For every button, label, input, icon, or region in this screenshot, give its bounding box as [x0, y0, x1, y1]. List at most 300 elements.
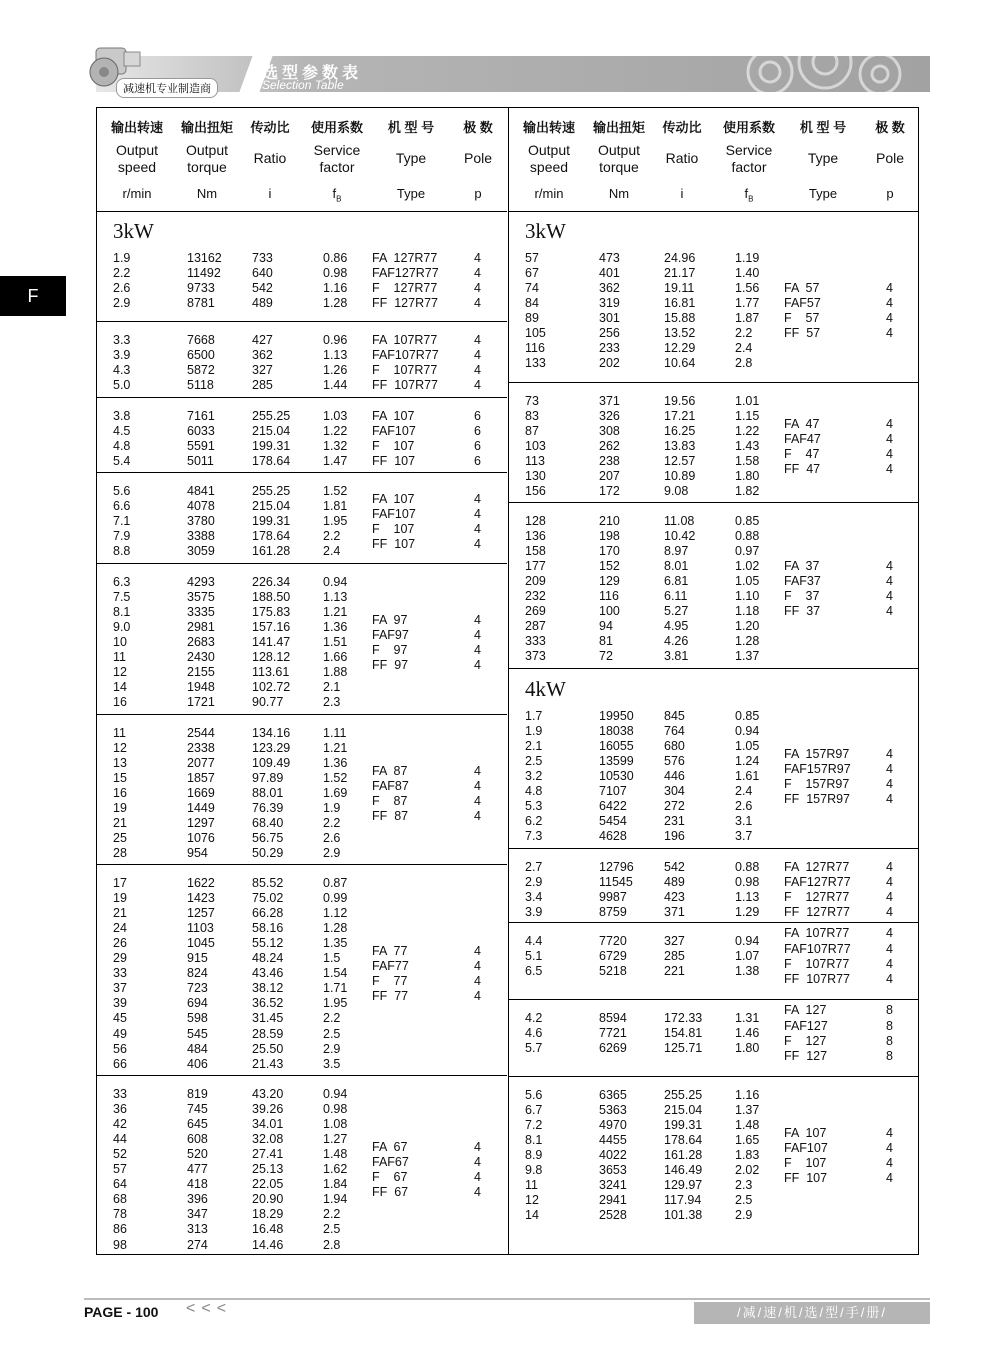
cell: 2544	[187, 726, 215, 740]
cell: 1.37	[735, 649, 760, 664]
cell: 28.59	[252, 1026, 284, 1041]
cell: 285	[252, 378, 273, 393]
row-group	[97, 397, 507, 477]
row-group	[97, 472, 507, 567]
cell: 4.6	[525, 1026, 543, 1041]
pole-count: 4	[886, 875, 893, 890]
cell: 0.98	[323, 1102, 348, 1117]
pole-count: 4	[886, 890, 893, 905]
cell: 406	[187, 1056, 208, 1071]
cell: 85.52	[252, 876, 284, 890]
table-row	[509, 784, 919, 799]
table-row	[509, 251, 919, 266]
cell: 1.80	[735, 469, 760, 484]
table-row	[509, 1178, 919, 1193]
table-row	[97, 266, 507, 281]
cell: 32.08	[252, 1132, 284, 1147]
cell: 1449	[187, 801, 215, 816]
pole-count: 4	[474, 378, 481, 393]
cell: 207	[599, 469, 620, 484]
cell: 68	[113, 1192, 127, 1207]
cell: 128	[525, 514, 546, 528]
cell: 0.94	[323, 575, 348, 589]
cell: 6.81	[664, 574, 689, 589]
model-type: F 107R77	[372, 363, 438, 378]
header-en-4: Type	[395, 150, 427, 166]
cell: 1.18	[735, 604, 760, 619]
row-group	[509, 382, 919, 507]
model-type: F 157R97	[784, 776, 850, 791]
pole-count: 4	[474, 266, 481, 281]
cell: 319	[599, 296, 620, 311]
table-row	[97, 378, 507, 393]
cell: 199.31	[252, 514, 291, 529]
table-row	[97, 484, 507, 499]
cell: 1.36	[323, 756, 348, 771]
cell: 178.64	[252, 529, 291, 544]
cell: 4.4	[525, 934, 543, 948]
cell: 13599	[599, 754, 634, 769]
table-row	[509, 544, 919, 559]
cell: 86	[113, 1222, 127, 1237]
cell: 68.40	[252, 816, 284, 831]
cell: 9733	[187, 281, 215, 296]
cell: 427	[252, 333, 273, 347]
model-type: FA 97	[372, 612, 408, 627]
cell: 3.5	[323, 1056, 341, 1071]
table-row	[97, 1238, 507, 1253]
cell: 14	[525, 1208, 539, 1223]
table-row	[509, 1041, 919, 1056]
cell: 7.9	[113, 529, 131, 544]
cell: 14	[113, 680, 127, 695]
fb-subscript: B	[748, 194, 754, 204]
cell: 25	[113, 831, 127, 846]
table-row	[97, 876, 507, 891]
cell: 58.16	[252, 921, 284, 936]
header-unit-3: $f_B$	[332, 186, 342, 204]
pole-count: 4	[474, 521, 481, 536]
cell: 1.9	[525, 724, 543, 739]
pole-count: 4	[886, 431, 893, 446]
pole-count: 4	[886, 956, 893, 971]
cell: 4.8	[113, 439, 131, 454]
cell: 3388	[187, 529, 215, 544]
header-unit-1: Nm	[196, 186, 218, 201]
cell: 2981	[187, 620, 215, 635]
cell: 8.97	[664, 544, 689, 559]
cell: 6.7	[525, 1103, 543, 1118]
cell: 347	[187, 1207, 208, 1222]
cell: 3059	[187, 544, 215, 559]
table-row	[509, 1148, 919, 1163]
cell: 1622	[187, 876, 215, 890]
cell: 4628	[599, 829, 627, 844]
table-row	[509, 964, 919, 979]
cell: 1.20	[735, 619, 760, 634]
model-type: FAF87	[372, 778, 409, 793]
gears-icon	[730, 38, 930, 94]
cell: 0.86	[323, 251, 348, 265]
manual-title: /减/速/机/选/型/手/册/	[694, 1302, 930, 1324]
cell: 423	[664, 890, 685, 905]
model-type: FAF57	[784, 296, 821, 311]
cell: 84	[525, 296, 539, 311]
cell: 42	[113, 1117, 127, 1132]
cell: 1.54	[323, 966, 348, 981]
cell: 371	[599, 394, 620, 408]
cell: 1.61	[735, 769, 760, 784]
cell: 396	[187, 1192, 208, 1207]
pole-count: 6	[474, 439, 481, 454]
cell: 362	[599, 281, 620, 296]
cell: 27.41	[252, 1147, 284, 1162]
model-type: F 47	[784, 446, 820, 461]
cell: 199.31	[664, 1118, 703, 1133]
cell: 21.17	[664, 266, 696, 281]
cell: 10.42	[664, 529, 696, 544]
cell: 304	[664, 784, 685, 799]
cell: 6.11	[664, 589, 688, 604]
cell: 5454	[599, 814, 627, 829]
cell: 2.5	[735, 1193, 753, 1208]
cell: 20.90	[252, 1192, 284, 1207]
header-en-3: Service factor	[313, 142, 361, 175]
pole-count: 4	[474, 333, 481, 347]
cell: 78	[113, 1207, 127, 1222]
table-row	[509, 934, 919, 949]
model-type: FF 107	[784, 1170, 828, 1185]
model-type: FF 67	[372, 1184, 409, 1199]
cell: 37	[113, 981, 127, 996]
cell: 819	[187, 1087, 208, 1101]
model-type: F 87	[372, 793, 408, 808]
cell: 7721	[599, 1026, 627, 1041]
model-type: FAF37	[784, 574, 821, 589]
cell: 198	[599, 529, 620, 544]
right-column	[508, 108, 919, 1254]
cell: 446	[664, 769, 685, 784]
cell: 2528	[599, 1208, 627, 1223]
cell: 5.6	[113, 484, 131, 498]
cell: 327	[664, 934, 685, 948]
cell: 1.44	[323, 378, 348, 393]
cell: 7668	[187, 333, 215, 347]
table-row	[509, 709, 919, 724]
cell: 1297	[187, 816, 215, 831]
header-en-2: Ratio	[665, 150, 699, 166]
pole-count: 4	[886, 604, 893, 619]
cell: 6729	[599, 949, 627, 964]
header-cn-3: 使用系数	[310, 120, 363, 135]
selection-table	[96, 107, 919, 1255]
cell: 3335	[187, 605, 215, 620]
table-row	[97, 1087, 507, 1102]
cell: 3653	[599, 1163, 627, 1178]
model-type: FF 97	[372, 657, 409, 672]
model-type: FF 87	[372, 808, 409, 823]
table-row	[97, 620, 507, 635]
model-type: FA 107	[372, 409, 415, 423]
cell: 3.9	[525, 905, 543, 920]
model-type: FAF77	[372, 958, 409, 973]
cell: 31.45	[252, 1011, 284, 1026]
table-row	[97, 439, 507, 454]
cell: 7.3	[525, 829, 543, 844]
cell: 2077	[187, 756, 215, 771]
cell: 5011	[187, 454, 214, 469]
pole-count: 8	[886, 1018, 893, 1033]
table-row	[97, 891, 507, 906]
table-row	[509, 875, 919, 890]
table-row	[97, 590, 507, 605]
cell: 11545	[599, 875, 633, 890]
model-type: F 107R77	[784, 956, 850, 971]
pole-count: 4	[474, 363, 481, 378]
pole-count: 4	[474, 281, 481, 296]
cell: 745	[187, 1102, 208, 1117]
row-group	[509, 211, 919, 379]
cell: 1.13	[323, 590, 348, 605]
cell: 1.32	[323, 439, 348, 454]
pole-count: 4	[474, 1169, 481, 1184]
cell: 21	[113, 906, 127, 921]
cell: 1.21	[323, 741, 348, 756]
table-row	[509, 589, 919, 604]
model-type: FAF107	[372, 424, 416, 439]
pole-count: 4	[474, 612, 481, 627]
cell: 4.8	[525, 784, 543, 799]
table-row	[97, 771, 507, 786]
pole-count: 4	[474, 642, 481, 657]
cell: 226.34	[252, 575, 291, 589]
cell: 1.12	[323, 906, 348, 921]
model-type: FF 107R77	[784, 971, 851, 986]
cell: 7.5	[113, 590, 131, 605]
page-number: PAGE - 100	[84, 1304, 159, 1320]
cell: 16.81	[664, 296, 696, 311]
model-type: FF 127R77	[372, 296, 439, 311]
cell: 101.38	[664, 1208, 703, 1223]
cell: 73	[525, 394, 539, 408]
header-unit-2: i	[680, 186, 684, 201]
cell: 64	[113, 1177, 127, 1192]
pole-count: 4	[474, 988, 481, 1003]
table-row	[97, 695, 507, 710]
cell: 1.71	[323, 981, 348, 996]
table-row	[97, 281, 507, 296]
cell: 2.1	[323, 680, 341, 695]
cell: 102.72	[252, 680, 291, 695]
cell: 161.28	[252, 544, 291, 559]
nav-arrows: <<<	[186, 1300, 233, 1317]
cell: 473	[599, 251, 620, 265]
page-subtitle: Selection Table	[262, 78, 344, 92]
model-type: FA 87	[372, 763, 408, 778]
pole-count: 4	[474, 348, 481, 363]
cell: 56.75	[252, 831, 284, 846]
cell: 238	[599, 454, 620, 469]
cell: 9987	[599, 890, 627, 905]
cell: 12	[525, 1193, 539, 1208]
cell: 5.3	[525, 799, 543, 814]
cell: 0.97	[735, 544, 760, 559]
cell: 10	[113, 635, 127, 650]
cell: 2.4	[735, 341, 753, 356]
cell: 5.7	[525, 1041, 543, 1056]
cell: 545	[187, 1026, 208, 1041]
cell: 5.27	[664, 604, 689, 619]
model-type: F 107	[784, 1155, 827, 1170]
cell: 6422	[599, 799, 627, 814]
pole-count: 6	[474, 454, 481, 469]
cell: 1.22	[735, 424, 760, 439]
row-group	[97, 864, 507, 1080]
table-row	[97, 296, 507, 311]
header-cn-2: 传动比	[662, 120, 702, 135]
cell: 1721	[187, 695, 215, 710]
cell: 2.6	[735, 799, 753, 814]
cell: 18038	[599, 724, 634, 739]
cell: 66.28	[252, 906, 284, 921]
cell: 1.16	[735, 1088, 760, 1102]
row-group	[509, 668, 919, 852]
cell: 15	[113, 771, 127, 786]
cell: 301	[599, 311, 620, 326]
model-type: FA 57	[784, 281, 820, 296]
model-type: F 37	[784, 589, 820, 604]
cell: 915	[187, 951, 208, 966]
pole-count: 4	[474, 491, 481, 506]
pole-count: 4	[886, 1170, 893, 1185]
cell: 2.9	[735, 1208, 753, 1223]
cell: 255.25	[252, 484, 291, 498]
cell: 25.50	[252, 1041, 284, 1056]
table-row	[97, 605, 507, 620]
power-label: 3kW	[113, 219, 154, 243]
cell: 1045	[187, 936, 215, 951]
table-row	[97, 1117, 507, 1132]
cell: 1.02	[735, 559, 760, 574]
table-row	[97, 801, 507, 816]
cell: 45	[113, 1011, 127, 1026]
cell: 2.4	[323, 544, 341, 559]
cell: 576	[664, 754, 685, 769]
cell: 313	[187, 1222, 208, 1237]
table-row	[509, 1026, 919, 1041]
table-row	[509, 529, 919, 544]
cell: 1.26	[323, 363, 348, 378]
cell: 1.77	[735, 296, 760, 311]
cell: 48.24	[252, 951, 284, 966]
cell: 0.96	[323, 333, 348, 347]
cell: 11	[113, 726, 126, 740]
cell: 130	[525, 469, 546, 484]
cell: 0.98	[735, 875, 760, 890]
header-cn-5: 极 数	[463, 120, 493, 135]
cell: 285	[664, 949, 685, 964]
model-type: F 57	[784, 311, 820, 326]
cell: 9.0	[113, 620, 131, 635]
cell: 2.3	[323, 695, 341, 710]
cell: 1.31	[735, 1011, 760, 1025]
cell: 7.1	[113, 514, 131, 529]
table-row	[97, 786, 507, 801]
cell: 36	[113, 1102, 127, 1117]
cell: 146.49	[664, 1163, 703, 1178]
cell: 10.64	[664, 356, 696, 371]
cell: 1.15	[735, 409, 760, 424]
cell: 4455	[599, 1133, 627, 1148]
cell: 50.29	[252, 846, 284, 861]
cell: 172.33	[664, 1011, 703, 1025]
table-row	[509, 424, 919, 439]
cell: 21	[113, 816, 127, 831]
cell: 326	[599, 409, 620, 424]
cell: 19.56	[664, 394, 696, 408]
cell: 0.99	[323, 891, 348, 906]
cell: 1.40	[735, 266, 760, 281]
cell: 2.8	[735, 356, 753, 371]
pole-count: 6	[474, 409, 481, 423]
table-row	[97, 846, 507, 861]
table-row	[509, 1011, 919, 1026]
cell: 262	[599, 439, 620, 454]
model-type: F 77	[372, 973, 408, 988]
cell: 2941	[599, 1193, 627, 1208]
table-row	[97, 680, 507, 695]
cell: 81	[599, 634, 613, 649]
cell: 12.57	[664, 454, 696, 469]
cell: 1423	[187, 891, 215, 906]
table-row	[97, 544, 507, 559]
model-type: FF 157R97	[784, 791, 851, 806]
cell: 67	[525, 266, 539, 281]
table-row	[509, 739, 919, 754]
cell: 2.5	[323, 1222, 341, 1237]
table-row	[509, 1163, 919, 1178]
model-type: FF 107	[372, 454, 416, 469]
table-row	[509, 634, 919, 649]
cell: 28	[113, 846, 127, 861]
model-type: FA 127R77	[784, 860, 850, 874]
cell: 11.08	[664, 514, 695, 528]
cell: 33	[113, 1087, 127, 1101]
cell: 3780	[187, 514, 215, 529]
table-row	[509, 860, 919, 875]
pole-count: 4	[474, 296, 481, 311]
cell: 5.4	[113, 454, 131, 469]
cell: 12	[113, 741, 127, 756]
table-row	[97, 906, 507, 921]
cell: 2.2	[735, 326, 753, 341]
pole-count: 4	[474, 943, 481, 958]
cell: 129.97	[664, 1178, 703, 1193]
cell: 2.9	[323, 1041, 341, 1056]
cell: 542	[664, 860, 685, 874]
cell: 598	[187, 1011, 208, 1026]
page-title: 选型参数表	[262, 65, 363, 82]
table-row	[97, 514, 507, 529]
cell: 172	[599, 484, 620, 499]
table-row	[97, 409, 507, 424]
cell: 57	[113, 1162, 127, 1177]
cell: 123.29	[252, 741, 291, 756]
pole-count: 4	[474, 536, 481, 551]
row-group	[509, 999, 919, 1064]
cell: 764	[664, 724, 685, 739]
pole-count: 4	[886, 860, 893, 874]
